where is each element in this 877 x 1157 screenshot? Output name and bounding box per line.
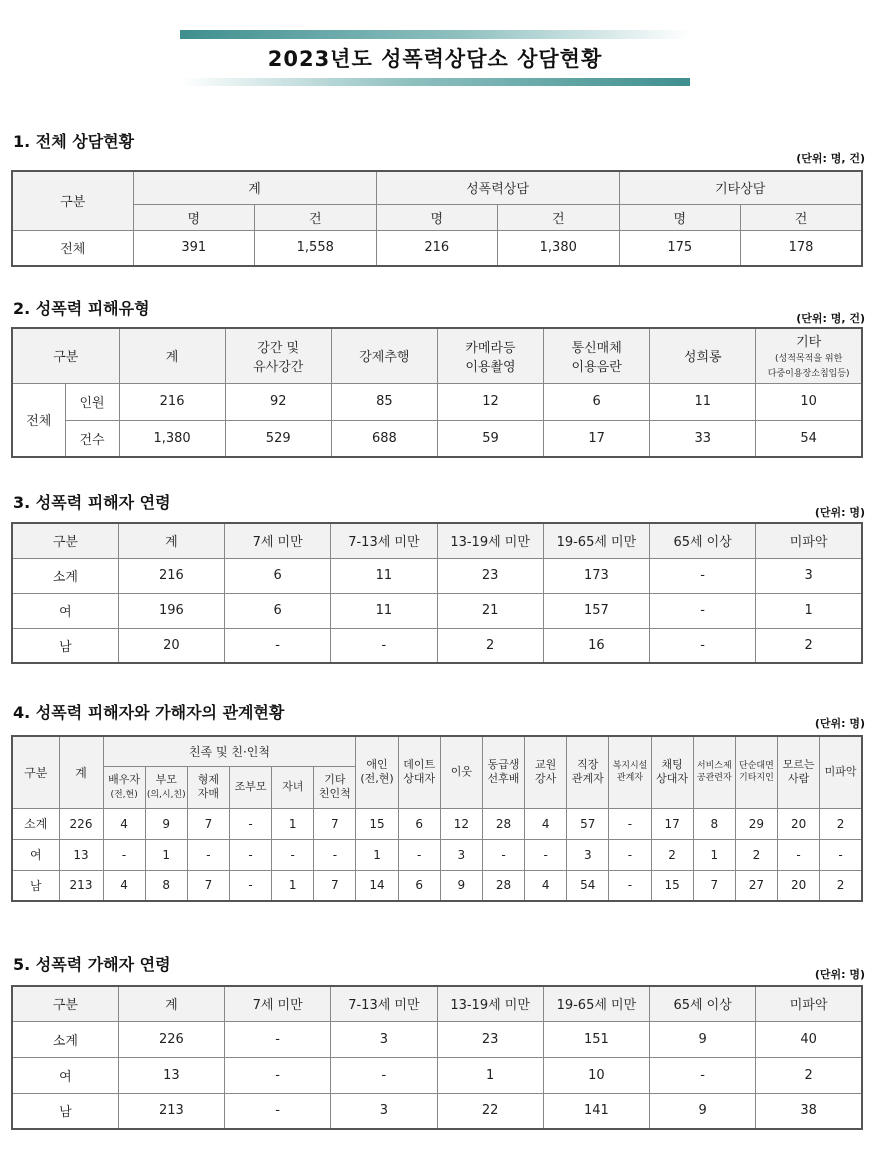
- cell: 6: [398, 808, 440, 839]
- header-line: 사람: [787, 772, 810, 786]
- header-line: 선후배: [487, 772, 520, 786]
- header-teacher: [525, 736, 567, 808]
- header-line: 통신매체: [571, 340, 622, 356]
- cell: -: [225, 628, 331, 663]
- header-note: (성적목적을 위한: [775, 354, 843, 365]
- cell: 40: [756, 1021, 862, 1057]
- cell: -: [314, 839, 356, 870]
- header-cell: 7-13세 미만: [331, 986, 437, 1021]
- cell: 7: [693, 870, 735, 901]
- cell: 92: [225, 383, 331, 420]
- header-date: [398, 736, 440, 808]
- cell: 4: [103, 808, 145, 839]
- header-line: 부모: [155, 773, 177, 786]
- header-line: 유사강간: [253, 359, 304, 375]
- header-line: 이용음란: [571, 359, 622, 375]
- section-2-title: 2. 성폭력 피해유형: [13, 299, 150, 318]
- cell: 2: [651, 839, 693, 870]
- header-note: 다중이용장소침입등): [767, 369, 850, 380]
- table-row: [12, 839, 862, 870]
- cell: -: [778, 839, 820, 870]
- cell: 28: [482, 808, 524, 839]
- header-cell: 계: [118, 523, 224, 558]
- cell: 2: [437, 628, 543, 663]
- cell: 15: [651, 870, 693, 901]
- cell: 3: [331, 1021, 437, 1057]
- table-row: [12, 870, 862, 901]
- cell: 14: [356, 870, 398, 901]
- cell: 16: [543, 628, 649, 663]
- cell: 8: [145, 870, 187, 901]
- header-sub: 건: [741, 204, 863, 230]
- table-row: [12, 383, 862, 420]
- header-neighbor: 이웃: [440, 736, 482, 808]
- row-label: 남: [12, 870, 59, 901]
- row-label: 여: [12, 1057, 118, 1093]
- cell: 7: [187, 870, 229, 901]
- cell: -: [225, 1093, 331, 1129]
- header-line: 동급생: [487, 758, 520, 772]
- header-unknown: 미파악: [820, 736, 862, 808]
- header-total: 계: [59, 736, 103, 808]
- cell: 17: [651, 808, 693, 839]
- header-line: 채팅: [661, 758, 683, 772]
- cell: 54: [756, 420, 862, 457]
- header-line: 배우자: [108, 773, 141, 786]
- header-harassment: 성희롱: [650, 328, 756, 383]
- cell: 213: [118, 1093, 224, 1129]
- row-group: 전체: [12, 383, 65, 457]
- cell: 196: [118, 593, 224, 628]
- table-row: [12, 808, 862, 839]
- header-cell: 19-65세 미만: [543, 523, 649, 558]
- cell: 57: [567, 808, 609, 839]
- cell: 54: [567, 870, 609, 901]
- header-chat: [651, 736, 693, 808]
- cell: -: [609, 808, 651, 839]
- cell: 9: [650, 1093, 756, 1129]
- header-line: (전,현): [110, 790, 138, 800]
- header-indecent: 강제추행: [331, 328, 437, 383]
- cell: 11: [331, 593, 437, 628]
- cell: 2: [820, 808, 862, 839]
- cell: 7: [314, 870, 356, 901]
- header-cell: 계: [118, 986, 224, 1021]
- cell: 10: [756, 383, 862, 420]
- cell: 6: [225, 593, 331, 628]
- header-line: 상대자: [403, 772, 436, 786]
- header-camera: [437, 328, 543, 383]
- cell: 157: [543, 593, 649, 628]
- table-total-consultation: [11, 170, 863, 267]
- cell: 2: [735, 839, 777, 870]
- cell: 529: [225, 420, 331, 457]
- cell: -: [650, 593, 756, 628]
- header-line: 관계자: [571, 772, 604, 786]
- cell: 11: [650, 383, 756, 420]
- header-line: 관계자: [616, 773, 643, 784]
- cell: -: [272, 839, 314, 870]
- header-kin-group: 친족 및 친·인척: [103, 736, 356, 766]
- table-row: [12, 1021, 862, 1057]
- header-line: 자매: [197, 787, 220, 800]
- row-label: 여: [12, 593, 118, 628]
- section-4-unit: (단위: 명): [814, 717, 865, 730]
- header-total: 계: [119, 328, 225, 383]
- cell: 213: [59, 870, 103, 901]
- header-line: 공관련자: [696, 773, 732, 784]
- cell: 12: [437, 383, 543, 420]
- cell: 216: [118, 558, 224, 593]
- cell: 38: [756, 1093, 862, 1129]
- section-3-title: 3. 성폭력 피해자 연령: [13, 493, 171, 512]
- header-telecom: [544, 328, 650, 383]
- cell: 6: [398, 870, 440, 901]
- cell: 1: [272, 870, 314, 901]
- cell: 1: [693, 839, 735, 870]
- header-line: 복지시설: [612, 761, 648, 772]
- header-cell: 구분: [12, 523, 118, 558]
- header-other: [756, 328, 862, 383]
- header-welfare: [609, 736, 651, 808]
- cell: -: [398, 839, 440, 870]
- cell: -: [525, 839, 567, 870]
- cell: 21: [437, 593, 543, 628]
- cell: 20: [118, 628, 224, 663]
- cell: -: [650, 1057, 756, 1093]
- header-sub: 명: [619, 204, 741, 230]
- cell: -: [609, 870, 651, 901]
- header-line: 강사: [535, 772, 557, 786]
- header-line: 카메라등: [465, 340, 516, 356]
- section-3-unit: (단위: 명): [814, 506, 865, 519]
- header-group: 성폭력상담: [376, 171, 619, 204]
- cell: 28: [482, 870, 524, 901]
- row-label: 소계: [12, 808, 59, 839]
- header-cell: 65세 이상: [650, 523, 756, 558]
- cell: 17: [544, 420, 650, 457]
- cell: 12: [440, 808, 482, 839]
- section-1-unit: (단위: 명, 건): [796, 152, 865, 165]
- header-workplace: [567, 736, 609, 808]
- header-gubun: 구분: [12, 171, 133, 230]
- cell: 1: [756, 593, 862, 628]
- cell: -: [331, 628, 437, 663]
- cell: 6: [225, 558, 331, 593]
- header-line: 서비스제: [696, 761, 732, 772]
- header-cell: 7세 미만: [225, 986, 331, 1021]
- header-cell: 65세 이상: [650, 986, 756, 1021]
- cell: 391: [133, 230, 255, 266]
- cell: 13: [118, 1057, 224, 1093]
- cell: 1: [145, 839, 187, 870]
- row-label: 전체: [12, 230, 133, 266]
- header-sub: 명: [133, 204, 255, 230]
- cell: 216: [376, 230, 498, 266]
- header-line: 상대자: [656, 772, 689, 786]
- cell: -: [331, 1057, 437, 1093]
- table-row: [12, 420, 862, 457]
- table-damage-type: [11, 327, 863, 458]
- header-line: 단순대면: [739, 761, 774, 772]
- title-banner: [180, 30, 690, 86]
- table-offender-age: [11, 985, 863, 1130]
- header-grandparent: 조부모: [229, 766, 271, 808]
- table-row: [12, 1057, 862, 1093]
- section-2-unit: (단위: 명, 건): [796, 312, 865, 325]
- page-title: 2023년도 성폭력상담소 상담현황: [267, 47, 603, 71]
- header-lover: [356, 736, 398, 808]
- header-child: 자녀: [272, 766, 314, 808]
- cell: 688: [331, 420, 437, 457]
- cell: -: [482, 839, 524, 870]
- table-row: [12, 628, 862, 663]
- header-other-kin: [314, 766, 356, 808]
- section-5-unit: (단위: 명): [814, 968, 865, 981]
- cell: 216: [119, 383, 225, 420]
- header-service: [693, 736, 735, 808]
- row-label: 소계: [12, 558, 118, 593]
- row-label: 건수: [65, 420, 119, 457]
- header-rape: [225, 328, 331, 383]
- header-sub: 건: [255, 204, 377, 230]
- header-line: (의,시,친): [146, 790, 186, 800]
- header-cell: 미파악: [756, 986, 862, 1021]
- row-label: 여: [12, 839, 59, 870]
- section-1-title: 1. 전체 상담현황: [13, 132, 135, 151]
- header-cell: 13-19세 미만: [437, 986, 543, 1021]
- cell: -: [650, 558, 756, 593]
- header-sibling: [187, 766, 229, 808]
- cell: 33: [650, 420, 756, 457]
- header-line: 모르는: [782, 758, 815, 772]
- cell: 9: [650, 1021, 756, 1057]
- header-line: 이용촬영: [465, 359, 516, 375]
- cell: 10: [543, 1057, 649, 1093]
- cell: 85: [331, 383, 437, 420]
- cell: -: [820, 839, 862, 870]
- cell: -: [229, 870, 271, 901]
- header-line: 직장: [577, 758, 599, 772]
- title-bar-bottom: [180, 78, 690, 86]
- cell: 3: [567, 839, 609, 870]
- cell: 13: [59, 839, 103, 870]
- header-group: 계: [133, 171, 376, 204]
- row-label: 소계: [12, 1021, 118, 1057]
- header-parent: [145, 766, 187, 808]
- cell: 22: [437, 1093, 543, 1129]
- header-line: 교원: [535, 758, 557, 772]
- cell: 1,380: [498, 230, 620, 266]
- header-cell: 구분: [12, 986, 118, 1021]
- table-row: [12, 593, 862, 628]
- title-bar-top: [180, 30, 690, 39]
- cell: 4: [525, 808, 567, 839]
- row-label: 남: [12, 628, 118, 663]
- cell: 1,558: [255, 230, 377, 266]
- cell: 9: [145, 808, 187, 839]
- header-cell: 7-13세 미만: [331, 523, 437, 558]
- cell: 1,380: [119, 420, 225, 457]
- header-line: 기타: [796, 335, 822, 351]
- header-cell: 19-65세 미만: [543, 986, 649, 1021]
- cell: 2: [820, 870, 862, 901]
- header-spouse: [103, 766, 145, 808]
- header-line: 형제: [197, 773, 220, 786]
- cell: 1: [272, 808, 314, 839]
- cell: -: [225, 1057, 331, 1093]
- cell: 3: [331, 1093, 437, 1129]
- header-line: 강간 및: [257, 340, 300, 356]
- cell: 3: [440, 839, 482, 870]
- cell: -: [187, 839, 229, 870]
- cell: 23: [437, 558, 543, 593]
- table-relationship: [11, 735, 863, 902]
- table-row: [12, 230, 862, 266]
- header-cell: 7세 미만: [225, 523, 331, 558]
- cell: 6: [544, 383, 650, 420]
- cell: 4: [103, 870, 145, 901]
- section-5-title: 5. 성폭력 가해자 연령: [13, 955, 171, 974]
- cell: 20: [778, 870, 820, 901]
- header-cell: 13-19세 미만: [437, 523, 543, 558]
- cell: 1: [356, 839, 398, 870]
- header-acquaintance: [735, 736, 777, 808]
- cell: 27: [735, 870, 777, 901]
- cell: -: [229, 839, 271, 870]
- cell: 7: [187, 808, 229, 839]
- cell: -: [103, 839, 145, 870]
- header-sub: 명: [376, 204, 498, 230]
- cell: 23: [437, 1021, 543, 1057]
- cell: 175: [619, 230, 741, 266]
- cell: 2: [756, 1057, 862, 1093]
- cell: 8: [693, 808, 735, 839]
- cell: 226: [59, 808, 103, 839]
- header-gubun: 구분: [12, 736, 59, 808]
- cell: -: [609, 839, 651, 870]
- header-line: 기타지인: [739, 773, 774, 784]
- header-line: (전,현): [360, 772, 394, 786]
- header-group: 기타상담: [619, 171, 862, 204]
- cell: 1: [437, 1057, 543, 1093]
- cell: 141: [543, 1093, 649, 1129]
- cell: 59: [437, 420, 543, 457]
- cell: -: [650, 628, 756, 663]
- header-line: 데이트: [403, 758, 436, 772]
- header-stranger: [778, 736, 820, 808]
- section-4-title: 4. 성폭력 피해자와 가해자의 관계현황: [13, 703, 285, 722]
- header-line: 기타: [324, 773, 346, 786]
- cell: 173: [543, 558, 649, 593]
- cell: 7: [314, 808, 356, 839]
- row-label: 남: [12, 1093, 118, 1129]
- cell: -: [229, 808, 271, 839]
- cell: 4: [525, 870, 567, 901]
- cell: 226: [118, 1021, 224, 1057]
- row-label: 인원: [65, 383, 119, 420]
- header-line: 친인척: [318, 787, 351, 800]
- table-row: [12, 558, 862, 593]
- table-victim-age: [11, 522, 863, 664]
- cell: 15: [356, 808, 398, 839]
- table-row: [12, 1093, 862, 1129]
- cell: 2: [756, 628, 862, 663]
- cell: 178: [741, 230, 863, 266]
- cell: 20: [778, 808, 820, 839]
- header-gubun: 구분: [12, 328, 119, 383]
- header-line: 애인: [366, 758, 388, 772]
- cell: 151: [543, 1021, 649, 1057]
- cell: 11: [331, 558, 437, 593]
- header-classmate: [482, 736, 524, 808]
- cell: -: [225, 1021, 331, 1057]
- header-cell: 미파악: [756, 523, 862, 558]
- cell: 29: [735, 808, 777, 839]
- header-sub: 건: [498, 204, 620, 230]
- cell: 9: [440, 870, 482, 901]
- cell: 3: [756, 558, 862, 593]
